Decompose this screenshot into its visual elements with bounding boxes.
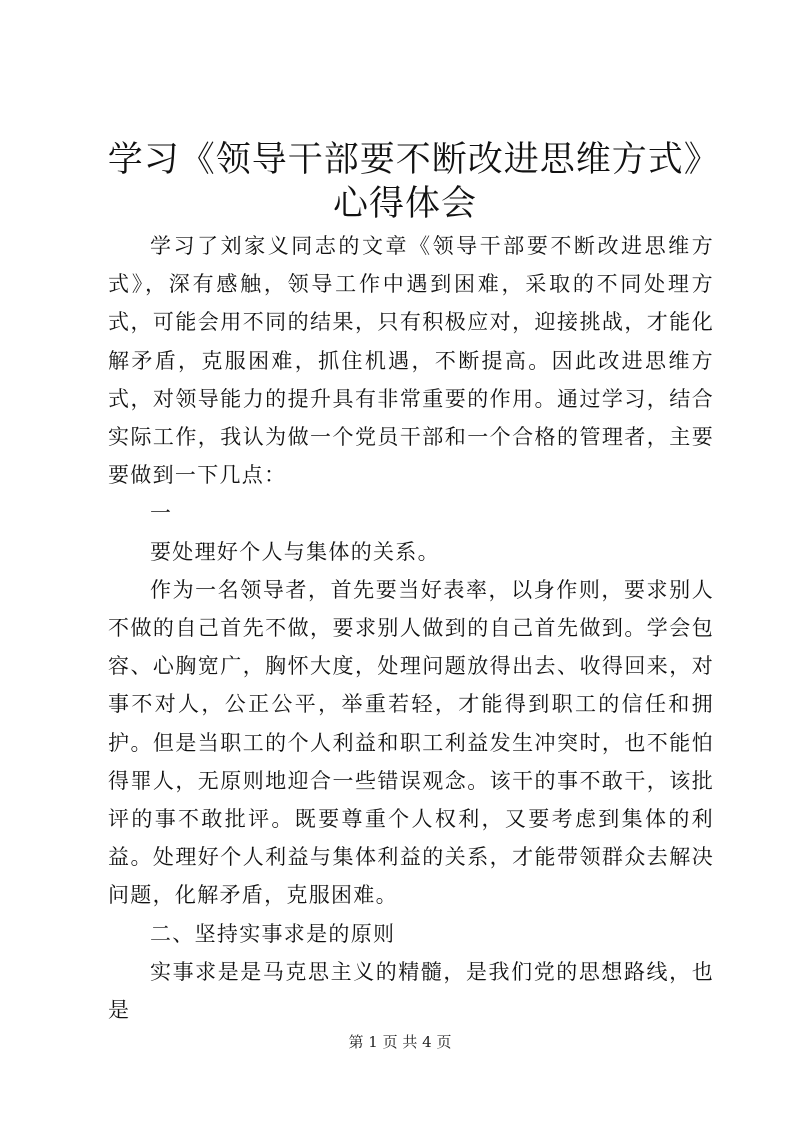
page-footer: 第 1 页 共 4 页 — [348, 1033, 452, 1051]
section-number-one: 一 — [150, 501, 173, 526]
paragraph-section-one: 作为一名领导者，首先要当好表率，以身作则，要求别人不做的自己首先不做，要求别人做到的自己首先做到。学会包容、心胸宽广，胸怀大度，处理问题放得出去、收得回来，对事不对人，公正公平，举重若轻，才能得到职工的信任和拥护。但是当职工的个人利益和职工利益发生冲突时，也不能怕得罪人，无原则地迎合一些错误观念。该干的事不敢干，该批评的事不敢批评。既要尊重个人权利，又要考虑到集体的利益。处理好个人利益与集体利益的关系，才能带领群众去解决问题，化解矛盾，克服困难。 — [108, 577, 714, 908]
section-heading-two: 二、坚持实事求是的原则 — [150, 921, 396, 946]
paragraph-section-two: 实事求是是马克思主义的精髓，是我们党的思想路线，也是 — [108, 959, 714, 1023]
document-body — [108, 227, 714, 1029]
paragraph-intro: 学习了刘家义同志的文章《领导干部要不断改进思维方式》，深有感触，领导工作中遇到困难，采取的不同处理方式，可能会用不同的结果，只有积极应对，迎接挑战，才能化解矛盾，克服困难，抓住机遇，不断提高。因此改进思维方式，对领导能力的提升具有非常重要的作用。通过学习，结合实际工作，我认为做一个党员干部和一个合格的管理者，主要要做到一下几点： — [108, 234, 714, 488]
document-title: 学习《领导干部要不断改进思维方式》心得体会 — [107, 140, 703, 224]
section-heading-one: 要处理好个人与集体的关系。 — [150, 539, 440, 564]
